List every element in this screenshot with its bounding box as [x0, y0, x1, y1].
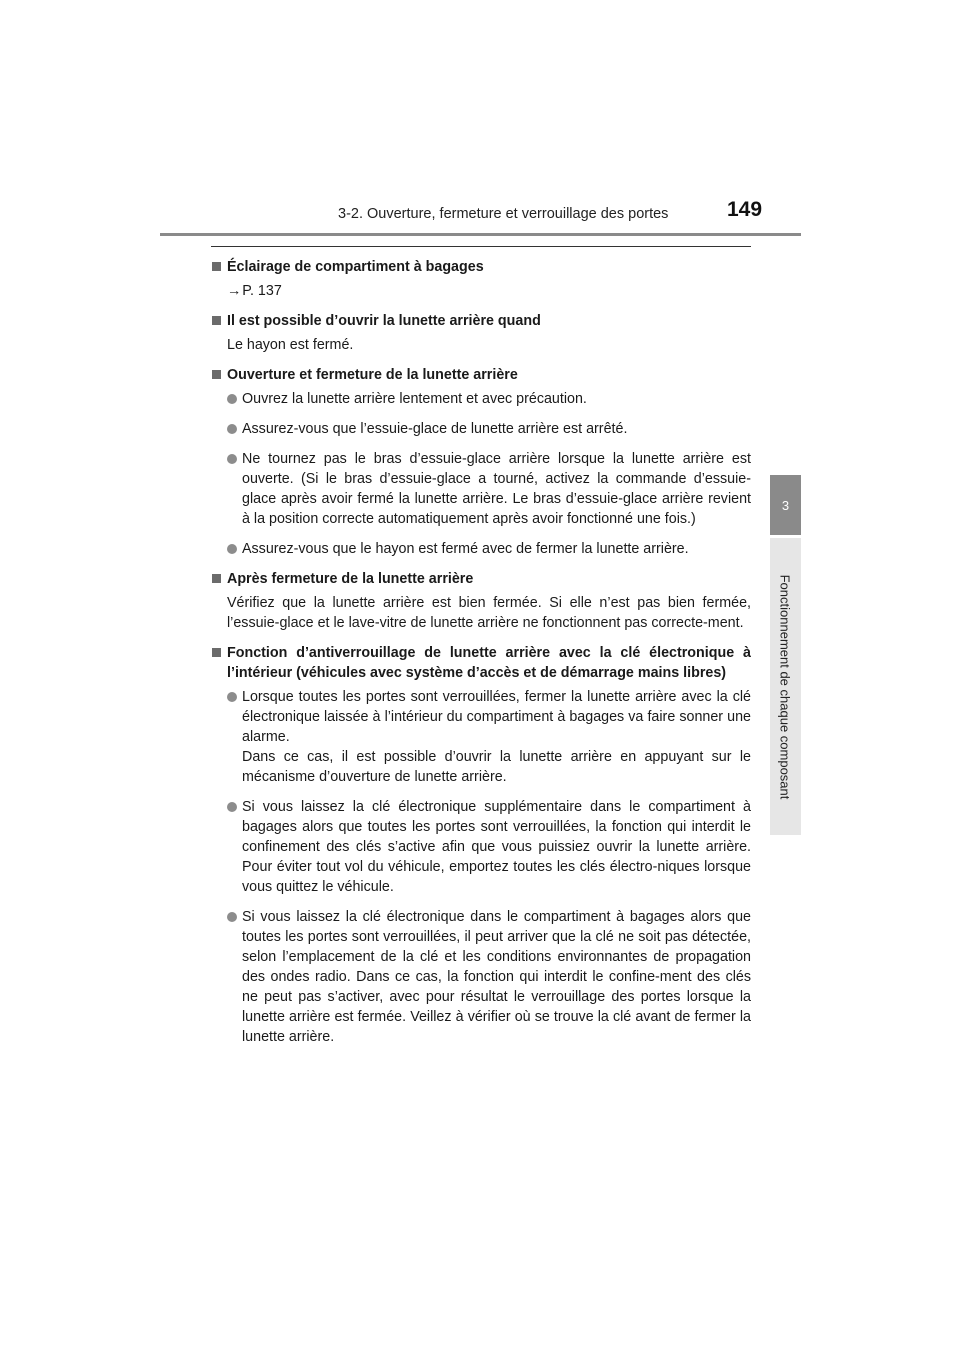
section-heading-text: Ouverture et fermeture de la lunette arrière — [227, 367, 518, 383]
page-content — [211, 246, 751, 1057]
round-bullet-icon — [227, 454, 237, 464]
section-after-closing — [211, 569, 751, 633]
section-heading-text: Fonction d’antiverrouillage de lunette arrière avec la clé électronique à l’intérieur (véhicules avec système d’accès et de démarrage mains libres) — [227, 645, 751, 681]
round-bullet-icon — [227, 912, 237, 922]
round-bullet-icon — [227, 424, 237, 434]
list-item-text: Assurez-vous que l’essuie-glace de lunette arrière est arrêté. — [242, 421, 628, 437]
running-header-title: 3-2. Ouverture, fermeture et verrouillage des portes — [338, 206, 669, 222]
list-item — [211, 907, 751, 1047]
list-item — [211, 797, 751, 897]
list-item — [211, 539, 751, 559]
section-luggage-light — [211, 257, 751, 301]
list-item — [211, 687, 751, 787]
section-open-close — [211, 365, 751, 559]
list-item — [211, 389, 751, 409]
list-item-text: Assurez-vous que le hayon est fermé avec de fermer la lunette arrière. — [242, 541, 689, 557]
list-item-text: Ouvrez la lunette arrière lentement et avec précaution. — [242, 391, 587, 407]
square-bullet-icon — [212, 648, 221, 657]
section-heading — [211, 365, 751, 385]
chapter-number: 3 — [781, 497, 790, 513]
page-number: 149 — [727, 198, 763, 221]
square-bullet-icon — [212, 316, 221, 325]
arrow-right-icon: → — [227, 283, 242, 299]
list-item — [211, 449, 751, 529]
list-item-text: Si vous laissez la clé électronique supplémentaire dans le compartiment à bagages alors que toutes les portes sont verrouillées, la fonction qui interdit le confinement des clés s’active afin que vous puissiez ouvrir la lunette arrière. Pour éviter tout vol du véhicule, emportez toutes les clés électro-niques lorsque vous quittez le véhicule. — [242, 799, 751, 895]
section-text: Le hayon est fermé. — [227, 337, 354, 353]
square-bullet-icon — [212, 574, 221, 583]
section-anti-lock-function — [211, 643, 751, 1047]
section-heading-text: Éclairage de compartiment à bagages — [227, 259, 484, 275]
list-item-text: Lorsque toutes les portes sont verrouillées, fermer la lunette arrière avec la clé électronique laissée à l’intérieur du compartiment à bagages va faire sonner une alarme. — [242, 689, 751, 745]
list-item-body — [242, 687, 751, 787]
chapter-title: Fonctionnement de chaque composant — [777, 574, 793, 800]
section-heading-text: Après fermeture de la lunette arrière — [227, 571, 474, 587]
section-open-condition — [211, 311, 751, 355]
section-heading — [211, 569, 751, 589]
list-item — [211, 419, 751, 439]
round-bullet-icon — [227, 544, 237, 554]
section-heading — [211, 311, 751, 331]
page-reference-link[interactable]: P. 137 — [242, 283, 282, 299]
square-bullet-icon — [212, 370, 221, 379]
section-heading — [211, 257, 751, 277]
round-bullet-icon — [227, 692, 237, 702]
chapter-tab — [770, 475, 801, 535]
square-bullet-icon — [212, 262, 221, 271]
list-item-text: Ne tournez pas le bras d’essuie-glace arrière lorsque la lunette arrière est ouverte. (Si le bras d’essuie-glace a tourné, activez la commande d’essuie-glace après avoir fermé la lunette arrière. Le bras d’essuie-glace arrière revient à la position correcte automatiquement après avoir fonctionné une fois.) — [242, 451, 751, 527]
round-bullet-icon — [227, 394, 237, 404]
page-reference — [211, 281, 751, 301]
section-heading — [211, 643, 751, 683]
list-item-text-continued: Dans ce cas, il est possible d’ouvrir la lunette arrière en appuyant sur le mécanisme d’ouverture de lunette arrière. — [242, 749, 751, 785]
list-item-text: Si vous laissez la clé électronique dans le compartiment à bagages alors que toutes les portes sont verrouillées, il peut arriver que la clé ne soit pas détectée, selon l’emplacement de la clé et les conditions environnantes de propagation des ondes radio. Dans ce cas, la fonction qui interdit le confine-ment des clés ne peut pas s’activer, avec pour résultat le verrouillage des portes lorsque la lunette arrière est fermée. Veillez à vérifier où se trouve la clé avant de fermer la lunette arrière. — [242, 909, 751, 1045]
round-bullet-icon — [227, 802, 237, 812]
section-text: Vérifiez que la lunette arrière est bien fermée. Si elle n’est pas bien fermée, l’essuie-glace et le lave-vitre de lunette arrière ne fonctionnent pas correcte-ment. — [227, 595, 751, 631]
header-rule — [160, 233, 801, 236]
section-heading-text: Il est possible d’ouvrir la lunette arrière quand — [227, 313, 541, 329]
